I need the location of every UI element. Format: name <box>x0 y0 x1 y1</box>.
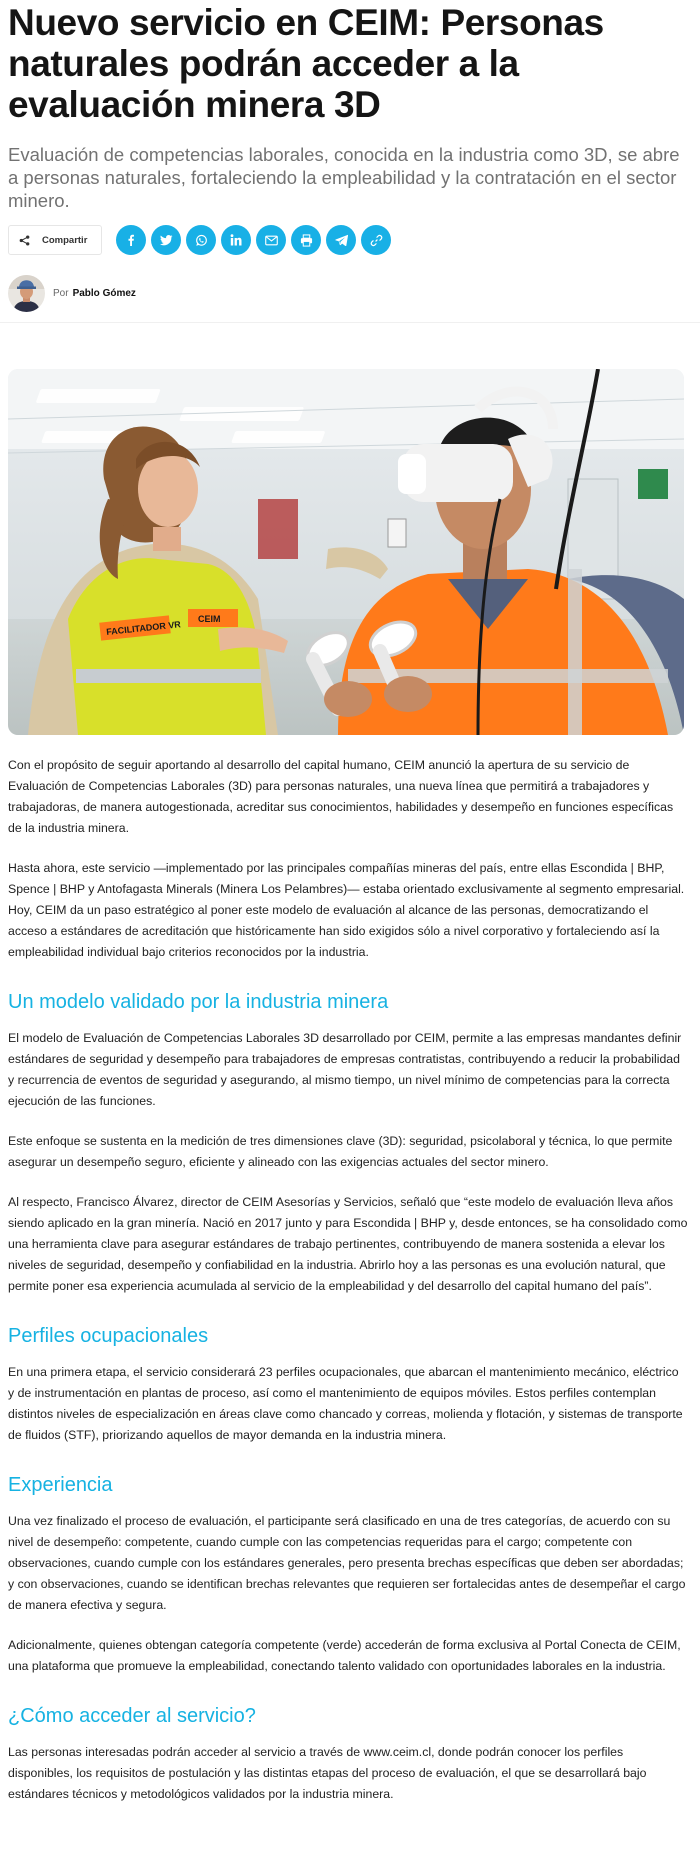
share-label: Compartir <box>42 234 88 246</box>
vest-label-right: CEIM <box>198 614 221 624</box>
article-subtitle: Evaluación de competencias laborales, conocida en la industria como 3D, se abre a personas naturales, fortaleciendo la empleabilidad y la contratación en el sector minero. <box>8 144 680 211</box>
share-bar <box>8 224 692 256</box>
twitter-button[interactable] <box>151 225 181 255</box>
header-divider <box>0 322 700 323</box>
section-heading: Perfiles ocupacionales <box>8 1325 209 1347</box>
author-portrait <box>8 275 45 312</box>
section-heading: Experiencia <box>8 1474 113 1496</box>
paragraph: En una primera etapa, el servicio considerará 23 perfiles ocupacionales, que abarcan el mantenimiento mecánico, eléctrico y de instrumentación en plantas de proceso, así como el mantenimiento de equipos móviles. Estos perfiles contemplan distintos niveles de especialización en áreas clave como chancado y correas, molienda y flotación, y sistemas de transporte de fluidos (STF), priorizando aquellos de mayor demanda en la industria minera. <box>8 1365 683 1442</box>
author-name-link[interactable]: Pablo Gómez <box>72 287 136 299</box>
paragraph: Al respecto, Francisco Álvarez, director de CEIM Asesorías y Servicios, señaló que “este modelo de evaluación lleva años siendo aplicado en la gran minería. Nació en 2017 junto y para Escondida | BHP y, desde entonces, se ha consolidado como una herramienta clave para asegurar estándares de trabajo pertinentes, contribuyendo de manera sostenida a elevar los niveles de seguridad, desempeño y confiabilidad en la industria. Abrirlo hoy a las personas es una evolución natural, que permite poner esa experiencia acumulada al servicio de la empleabilidad y del desarrollo del capital humano del país”. <box>8 1195 688 1293</box>
print-icon <box>300 234 313 247</box>
author-byline <box>8 274 692 312</box>
avatar[interactable] <box>8 275 45 312</box>
paragraph: Con el propósito de seguir aportando al desarrollo del capital humano, CEIM anunció la apertura de su servicio de Evaluación de Competencias Laborales (3D) para personas naturales, una nueva línea que permitirá a trabajadores y trabajadoras, de manera autogestionada, acreditar sus conocimientos, habilidades y desempeño en funciones específicas de la industria minera. <box>8 758 674 835</box>
email-button[interactable] <box>256 225 286 255</box>
copy-link-button[interactable] <box>361 225 391 255</box>
copy-link-icon <box>370 234 383 247</box>
email-icon <box>265 235 278 246</box>
paragraph: Adicionalmente, quienes obtengan categoría competente (verde) accederán de forma exclusiva al Portal Conecta de CEIM, una plataforma que promueve la empleabilidad, conectando talento validado con oportunidades laborales en la industria. <box>8 1638 681 1673</box>
facebook-button[interactable] <box>116 225 146 255</box>
hero-image <box>8 369 684 735</box>
article-body <box>8 755 688 1805</box>
share-button[interactable] <box>8 225 102 255</box>
paragraph: Hasta ahora, este servicio —implementado por las principales compañías mineras del país, entre ellas Escondida | BHP, Spence | BHP y Antofagasta Minerals (Minera Los Pelambres)— estaba orientado exclusivamente al segmento empresarial. Hoy, CEIM da un paso estratégico al poner este modelo de evaluación al alcance de las personas, democratizando el acceso a estándares de acreditación que históricamente han sido exigidos sólo a nivel corporativo y fortaleciendo así la empleabilidad individual bajo criterios reconocidos por la industria. <box>8 861 685 959</box>
linkedin-icon <box>230 234 242 246</box>
paragraph: Este enfoque se sustenta en la medición de tres dimensiones clave (3D): seguridad, psicolaboral y técnica, lo que permite asegurar un desempeño seguro, eficiente y alineado con las exigencias actuales del sector minero. <box>8 1134 673 1169</box>
share-icon <box>19 235 30 246</box>
article-title: Nuevo servicio en CEIM: Personas naturales podrán acceder a la evaluación minera 3D <box>8 2 604 125</box>
author-prefix: Por <box>53 287 69 299</box>
linkedin-button[interactable] <box>221 225 251 255</box>
whatsapp-icon <box>195 234 208 247</box>
print-button[interactable] <box>291 225 321 255</box>
paragraph: Una vez finalizado el proceso de evaluación, el participante será clasificado en una de tres categorías, de acuerdo con su nivel de desempeño: competente, cuando cumple con las competencias requeridas para el cargo; competente con observaciones, cuando cumple con los estándares generales, pero presenta brechas específicas que deben ser abordadas; y con observaciones, cuando se identifican brechas relevantes que requieren ser fortalecidas antes de desempeñar el cargo de manera efectiva y segura. <box>8 1514 686 1612</box>
whatsapp-button[interactable] <box>186 225 216 255</box>
paragraph: Las personas interesadas podrán acceder al servicio a través de www.ceim.cl, donde podrán conocer los perfiles disponibles, los requisitos de postulación y las distintas etapas del proceso de evaluación, el que se desarrollará bajo estándares técnicos y metodológicos validados por la industria minera. <box>8 1745 647 1801</box>
vest-label-left: FACILITADOR VR <box>105 619 182 637</box>
telegram-button[interactable] <box>326 225 356 255</box>
vr-training-photo <box>8 369 684 735</box>
paragraph: El modelo de Evaluación de Competencias Laborales 3D desarrollado por CEIM, permite a las empresas mandantes definir estándares de seguridad y desempeño para trabajadores de empresas contratistas, contribuyendo a reducir la probabilidad y recurrencia de eventos de seguridad y asegurando, al mismo tiempo, un nivel mínimo de competencias para la correcta ejecución de las funciones. <box>8 1031 682 1108</box>
twitter-icon <box>160 234 173 247</box>
facebook-icon <box>125 234 137 246</box>
section-heading: Un modelo validado por la industria minera <box>8 991 389 1013</box>
telegram-icon <box>335 234 348 246</box>
section-heading: ¿Cómo acceder al servicio? <box>8 1705 256 1727</box>
